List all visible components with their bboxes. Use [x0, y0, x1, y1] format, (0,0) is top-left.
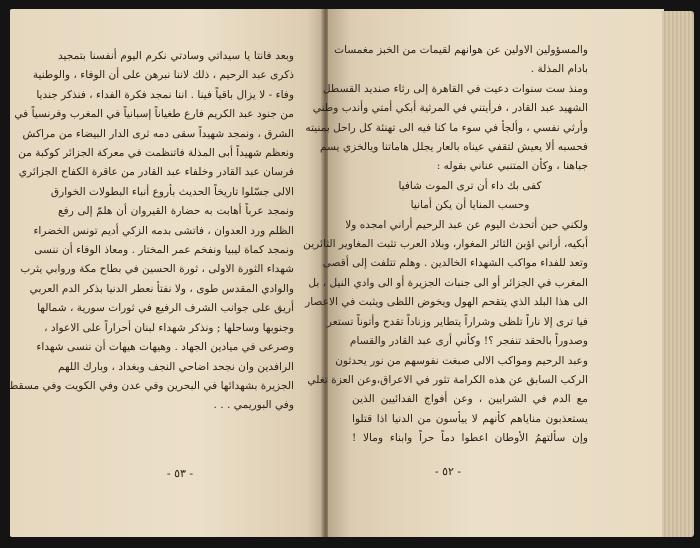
page-edges: [662, 11, 694, 537]
text-line: الرافدين وان نجحد اضاحي النجف وبغداد ، وبارك اللهم: [58, 360, 294, 373]
page-number: - ٥٣ -: [166, 467, 194, 480]
text-line: وأرثي نفسي ، وألجأ في سوء ما كنا فيه الى تهنئة كل راحل بمنيته: [305, 121, 588, 134]
left-page: [10, 9, 323, 537]
text-line: الالى جسّلوا تاريخاً الحديث بأروع أنباء البطولات الخوارق: [50, 185, 294, 198]
text-line: شهداء الثورة الاولى ، ثورة الحسين في بطاح مكة وروابي يثرب: [20, 263, 294, 276]
text-line: وجنوبها وساحلها ; ونذكر شهداء لبنان أحراراً على الاعواد ،: [44, 321, 294, 334]
verse-line: وحسب المنايا أن يكن أمانيا: [410, 199, 530, 212]
text-line: ونمجد عرباً أهابت به حضارة القيروان أن هلمّ إلى رفع: [58, 205, 294, 218]
text-line: ولكني حين أتحدث اليوم عن عبد الرحيم أراني امجده ولا: [345, 218, 588, 231]
text-line: الشهيد عبد القادر ، فرأيتني في المرثية أبكي أمتي وأندب وطني: [312, 102, 588, 115]
text-line: وصرعى في ميادين الجهاد . وهيهات هيهات أن ننسى شهداء: [36, 341, 294, 354]
text-line: الركب السابق عن هذه الكرامة تثور في الاعراق،وعن العزة تغلي: [307, 373, 588, 386]
verse-line: كفى بك داء أن ترى الموت شافيا: [398, 179, 542, 192]
text-line: الجزيرة بشهدائها في البحرين وفي عدن وفي الكويت وفي مسقط: [8, 379, 294, 392]
text-line: والوادي المقدس طوى ، ولا نفتأ نعطر الدنيا بذكر الدم العربي: [29, 282, 294, 295]
text-line: ذكرى عبد الرحيم ، ذلك لاننا نبرهن على أن الوفاء ، والوطنية: [32, 69, 294, 82]
text-line: فيا ترى إلا ناراً تلظى وشراراً يتطاير وزناداً تقدح وأتوناً تستعر: [326, 315, 588, 328]
text-line: أبكيه، أراني اؤبن الثائر المغوار، وبلاد العرب تثبت المغاوير الثائرين: [303, 238, 588, 251]
page-number: - ٥٢ -: [434, 465, 462, 478]
text-line: ونمجد كماة ليبيا ونفخم عمر المختار . ومعاذ الوفاء أن ننسى: [34, 244, 294, 257]
text-line: من جنود عبد الكريم فارع طغياناً إسبانياً في المغرب وفرنسياً في: [14, 108, 294, 121]
text-line: فحسبه ألا يعيش لتقفي عيناه بالعار يجلل هاماتنا ويالخزي يسم: [320, 141, 588, 154]
text-line: الشرق ، ونمجد شهيداً سقى دمه ثرى الدار البيضاء من مراكش: [22, 127, 294, 140]
text-line: ومنذ ست سنوات دعيت في القاهرة إلى رثاء صنديد القسطل: [322, 82, 588, 95]
text-line: وصدوراً بالحقد تنفجر ؟! وكأني أرى عبد القادر والقسام: [349, 335, 588, 348]
text-line: الظلم ورد العدوان ، فاتشى بدمه الزكي أديم تونس الخضراء: [33, 224, 294, 237]
text-line: وإن سألتهمُ الأوطان اعطوا دماً حراً وابناء ومالا !: [352, 432, 588, 445]
text-line: وبعد فانتا يا سيداتي وسادتي نكرم اليوم أنفسنا بتمجيد: [58, 50, 294, 62]
text-line: أريق على جوانب الشرف الرفيع في ثورات سورية ، شمالها: [37, 302, 294, 315]
open-book: [10, 9, 694, 537]
text-line: والمسؤولين الاولين عن هوانهم لقيمات من الخبز مغمسات: [334, 44, 588, 56]
text-line: بادام المذلة .: [530, 63, 588, 76]
text-line: وعبد الرحيم ومواكب الالى صبغت نفوسهم من نور يحدثون: [335, 354, 588, 367]
text-line: وفاء - لا يزال باقياً فينا . اننا نمجد فكرة الفداء ، فنذكر جنديا: [36, 88, 294, 101]
text-line: وفي البوريمي . . .: [213, 399, 294, 412]
text-line: المغرب في الجزائر أو الى جنبات الجزيرة أو الى وادي النيل ، بل: [308, 276, 588, 289]
text-line: يستعذبون مناياهم كأنهم لا ييأسون من الدنيا اذا قتلوا: [352, 412, 588, 425]
text-line: وتعد للفداء مواكب الشهداء الخالدين . وهلم تتلفت إلى أقصى: [322, 257, 588, 270]
right-page-text: [303, 41, 588, 449]
text-line: الى هذا البلد الذي يتقحم الهول ويخوض اللظى ويثبت في الاعصار: [305, 296, 588, 309]
left-page-text: [8, 47, 294, 416]
text-line: جباهنا ، وكأن المتنبي عناني بقوله :: [436, 160, 588, 173]
right-page: [303, 9, 664, 537]
text-line: ونعظم شهيداً أبى المذلة فاتنظمت في معركة الجزائر كوكبة من: [18, 147, 294, 160]
text-line: فرسان عبد القادر وخلفاء عبد القادر من عاقرة الكفاح الجزائري: [18, 166, 294, 179]
text-line: مع الدم في الشرايين ، وعن أفواج الفدائيين الذين: [352, 393, 588, 406]
